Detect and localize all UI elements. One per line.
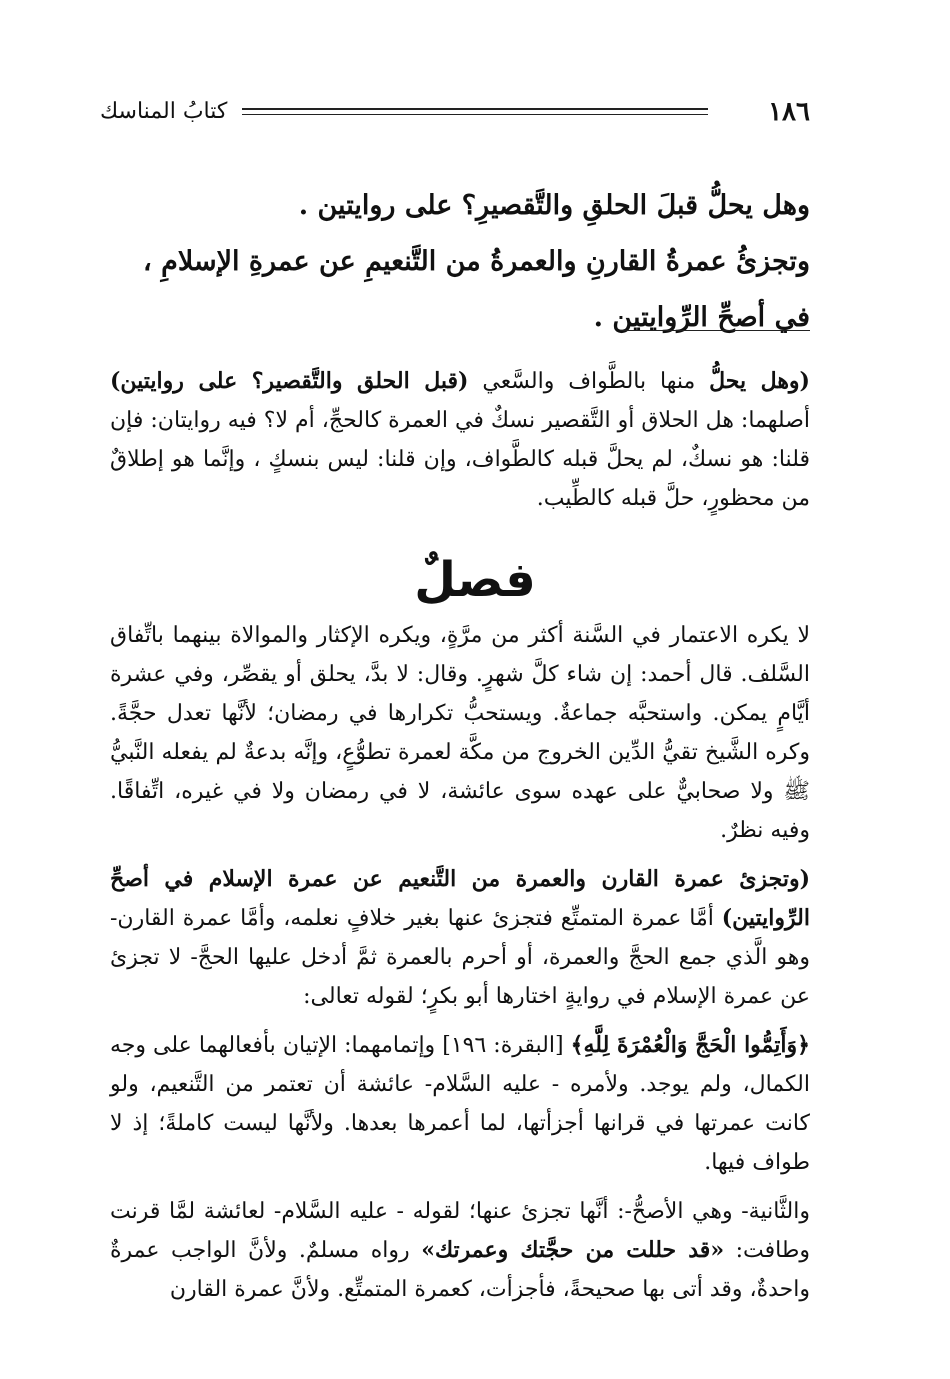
matn-line-2: وتجزئُ عمرةُ القارنِ والعمرةُ من التَّنعيمِ عن عمرةِ الإسلامِ ، في أصحِّ الرِّوايتين . xyxy=(143,246,810,333)
header-rule-thin xyxy=(242,114,708,115)
second-text-2: رواه مسلمٌ. ولأنَّ الواجب عمرةٌ واحدةٌ، وقد أتى بها صحيحةً، فأجزأت، كعمرة المتمتِّع. ولأنَّ عمرة القارن xyxy=(110,1238,810,1302)
matn-separator xyxy=(620,330,810,331)
sharh-block-1 xyxy=(110,362,810,528)
sharh-mid: منها بالطَّواف والسَّعي xyxy=(468,369,710,394)
quran-ayah: ﴿وَأَتِمُّوا الْحَجَّ وَالْعُمْرَةَ لِلَّهِ﴾ xyxy=(570,1032,811,1058)
hadith-quote: «قد حللت من حجَّتك وعمرتك» xyxy=(421,1237,725,1263)
tujzi-quote: (وتجزئ عمرة القارن والعمرة من التَّنعيم عن عمرة الإسلام في أصحِّ الرِّوايتين) xyxy=(110,866,810,931)
sharh-paragraph xyxy=(110,362,810,518)
ayah-paragraph xyxy=(110,1026,810,1182)
page-header xyxy=(100,92,810,132)
sharh-lead: (وهل يحلُّ xyxy=(709,368,810,394)
sharh-text: أصلهما: هل الحلاق أو التَّقصير نسكٌ في العمرة كالحجِّ، أم لا؟ فيه روايتان: فإن قلنا: هو نسكٌ، لم يحلَّ قبله كالطَّواف، وإن قلنا: ليس بنسكٍ ، وإنَّما هو إطلاقٌ من محظورٍ، حلَّ قبله كالطِّيب. xyxy=(110,408,810,511)
tujzi-text: أمَّا عمرة المتمتِّع فتجزئ عنها بغير خلافٍ نعلمه، وأمَّا عمرة القارن- وهو الَّذي جمع الحجَّ والعمرة، أو أحرم بالعمرة ثمَّ أدخل عليها الحجَّ- لا تجزئ عن عمرة الإسلام في روايةٍ اختارها أبو بكرٍ؛ لقوله تعالى: xyxy=(110,906,810,1009)
page-number: ١٨٦ xyxy=(768,97,810,127)
section-heading: فصلٌ xyxy=(414,552,536,608)
ayah-text: [البقرة: ١٩٦] وإتمامهما: الإتيان بأفعالهما على وجه الكمال، ولم يوجد. ولأمره - عليه السَّلام- عائشة أن تعتمر من التَّنعيم، ولو كانت عمرتها في قرانها أجزأتها، لما أعمرها بعدها. ولأنَّها ليست كاملةً؛ إذ لا طواف فيها. xyxy=(110,1033,810,1175)
header-rule xyxy=(242,108,708,110)
matn-text xyxy=(110,178,810,346)
second-riwaya-paragraph xyxy=(110,1192,810,1309)
second-text-1: والثَّانية- وهي الأصحُّ-: أنَّها تجزئ عنها؛ لقوله - عليه السَّلام- لعائشة لمَّا قرنت وطافت: xyxy=(110,1199,810,1263)
fasl-paragraph: لا يكره الاعتمار في السَّنة أكثر من مرَّةٍ، ويكره الإكثار والموالاة بينهما باتِّفاق السَّلف. قال أحمد: إن شاء كلَّ شهرٍ. وقال: لا بدَّ، يحلق أو يقصِّر، وفي عشرة أيَّامٍ يمكن. واستحبَّه جماعةٌ. ويستحبُّ تكرارها في رمضان؛ لأنَّها تعدل حجَّةً. وكره الشَّيخ تقيُّ الدِّين الخروج من مكَّة لعمرة تطوُّعٍ، وإنَّه بدعةٌ لم يفعله النَّبيُّ ﷺ ولا صحابيٌّ على عهده سوى عائشة، لا في رمضان ولا في غيره، اتِّفاقًا. وفيه نظرٌ. xyxy=(110,623,810,843)
sharh-block-2 xyxy=(110,616,810,1319)
book-title: كتابُ المناسك xyxy=(100,99,228,124)
matn-line-1: وهل يحلُّ قبلَ الحلقِ والتَّقصيرِ؟ على روايتين . xyxy=(298,190,810,221)
tujzi-paragraph xyxy=(110,860,810,1016)
sharh-quote: (قبل الحلق والتَّقصير؟ على روايتين) xyxy=(110,368,469,394)
